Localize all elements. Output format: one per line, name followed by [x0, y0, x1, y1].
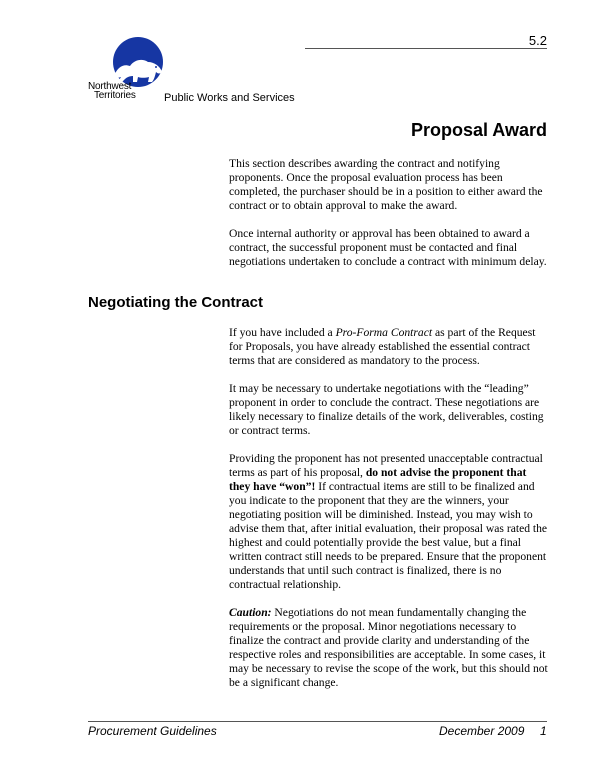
- intro-paragraph-2: Once internal authority or approval has been obtained to award a contract, the successful proponent must be contacted and final negotiations undertaken to conclude a contract with minimum delay.: [229, 227, 547, 268]
- nwt-logo: [88, 36, 328, 108]
- footer-page-number: 1: [540, 724, 547, 738]
- footer-title: Procurement Guidelines: [88, 724, 217, 738]
- header-rule: [305, 48, 547, 49]
- p3-text-after: If contractual items are still to be finalized and you indicate to the proponent that they are the winners, your negotiating position will be diminished. Instead, you may wish to advise them that, after initial evaluation, their proposal was rated the highest and could potentially provide the best value, but a final written contract still needs to be prepared. Ensure that the proponent understands that until such contract is finalized, there is no contractual relationship.: [229, 480, 548, 591]
- org-name-line2: Territories: [94, 90, 136, 101]
- section-number: 5.2: [528, 33, 547, 48]
- negotiating-paragraph-1: [229, 326, 549, 368]
- footer-date: December 2009: [439, 724, 525, 738]
- negotiating-paragraph-4: [229, 606, 549, 690]
- org-name-line1: Northwest: [88, 81, 132, 92]
- negotiating-section: [229, 326, 549, 690]
- negotiating-paragraph-2: It may be necessary to undertake negotiations with the “leading” proponent in order to conclude the contract. These negotiations are likely necessary to finalize details of the work, deliverables, costing or contract terms.: [229, 382, 544, 437]
- intro-section: [229, 157, 549, 269]
- p1-italic-term: Pro-Forma Contract: [335, 326, 433, 339]
- intro-paragraph-1: This section describes awarding the contract and notifying proponents. Once the proposal evaluation process has been completed, the purchaser should be in a position to either award the contract or to obtain approval to make the award.: [229, 157, 543, 212]
- p3-text-before: Providing the proponent has not presented unacceptable contractual terms as part of his proposal,: [229, 452, 543, 479]
- p1-text-after: as part of the Request for Proposals, you have already established the essential contract terms that are considered as mandatory to the process.: [229, 326, 536, 367]
- caution-text: Negotiations do not mean fundamentally changing the requirements or the proposal. Minor negotiations necessary to finalize the contract and provide clarity and understanding of the respective roles and responsibilities are acceptable. In some cases, it may be necessary to revise the scope of the work, but this should not be a significant change.: [229, 606, 548, 689]
- department-name: Public Works and Services: [164, 92, 295, 104]
- page-title: Proposal Award: [410, 120, 547, 140]
- p1-text-before: If you have included a: [229, 326, 336, 339]
- section-heading: Negotiating the Contract: [88, 294, 263, 311]
- p3-bold-warning: do not advise the proponent that they have “won”!: [229, 466, 527, 493]
- org-name: [88, 82, 136, 100]
- footer-rule: [88, 721, 547, 722]
- negotiating-paragraph-3: [229, 452, 549, 592]
- caution-label: Caution:: [229, 606, 272, 619]
